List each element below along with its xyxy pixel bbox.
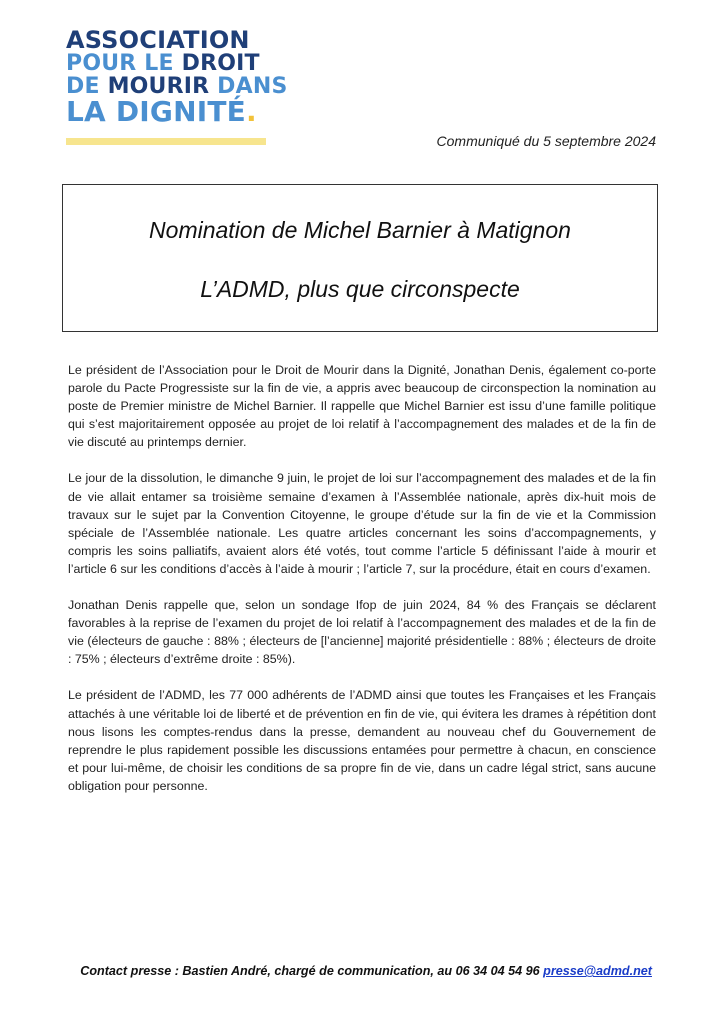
logo-pour-le: POUR LE <box>66 51 182 76</box>
paragraph: Le président de l’Association pour le Droit de Mourir dans la Dignité, Jonathan Denis, également co-porte parole du Pacte Progressiste sur la fin de vie, a appris avec beaucoup de circonspection la nomination au poste de Premier ministre de Michel Barnier. Il rappelle que Michel Barnier est issu d’une famille politique qui s’est majoritairement opposée au projet de loi relatif à l’accompagnement des malades et de la fin de vie discuté au printemps dernier. <box>68 363 656 450</box>
paragraph: Le jour de la dissolution, le dimanche 9 juin, le projet de loi sur l’accompagnement des malades et de la fin de vie allait entamer sa troisième semaine d’examen à l’Assemblée nationale, après dix-huit mois de travaux sur le sujet par la Convention Citoyenne, le groupe d’étude sur la fin de vie et la Commission spéciale de l’Assemblée nationale. Les quatre articles concernant les soins d’accompagnements, y compris les soins palliatifs, avaient alors été votés, tout comme l’article 5 définissant l’aide à mourir et l’article 6 sur les conditions d’accès à l’aide à mourir ; l’article 7, sur la procédure, était en cours d’examen. <box>68 471 656 576</box>
press-email-link[interactable]: presse@admd.net <box>543 964 652 978</box>
logo-mourir: MOURIR <box>107 74 218 99</box>
logo-droit: DROIT <box>181 51 260 76</box>
logo-de: DE <box>66 74 108 99</box>
logo-line-2 <box>66 53 276 75</box>
communique-date: Communiqué du 5 septembre 2024 <box>436 133 656 149</box>
paragraph: Le président de l’ADMD, les 77 000 adhérents de l’ADMD ainsi que toutes les Françaises et les Français attachés à une véritable loi de liberté et de prévention en fin de vie, qui évitera les drames à répétition dont nous lisons les comptes-rendus dans la presse, demandent au nouveau chef du Gouvernement de reprendre le plus rapidement possible les discussions entamées pour permettre à chacun, en conscience et pour lui-même, de choisir les conditions de sa propre fin de vie, dans un cadre légal strict, sans aucune obligation pour personne. <box>68 688 656 793</box>
press-contact <box>0 964 652 978</box>
title-box <box>62 184 658 332</box>
title-line-1: Nomination de Michel Barnier à Matignon <box>149 217 571 243</box>
paragraph: Jonathan Denis rappelle que, selon un sondage Ifop de juin 2024, 84 % des Français se déclarent favorables à la reprise de l’examen du projet de loi relatif à l’accompagnement des malades et de la fin de vie (électeurs de gauche : 88% ; électeurs de [l’ancienne] majorité présidentielle : 88% ; électeurs de droite : 75% ; électeurs d’extrême droite : 85%). <box>68 598 656 667</box>
logo-underline <box>66 138 266 145</box>
logo-dot: . <box>245 95 257 128</box>
logo-dans: DANS <box>217 74 288 99</box>
logo-line-4 <box>66 95 276 128</box>
title-line-2: L’ADMD, plus que circonspecte <box>200 276 520 302</box>
logo-la-dignite: LA DIGNITÉ <box>66 95 246 128</box>
press-release-body <box>68 361 656 813</box>
admd-logo <box>66 26 288 128</box>
press-contact-text: Contact presse : Bastien André, chargé de communication, au 06 34 04 54 96 <box>80 964 544 978</box>
logo-line-1: ASSOCIATION <box>66 26 250 54</box>
